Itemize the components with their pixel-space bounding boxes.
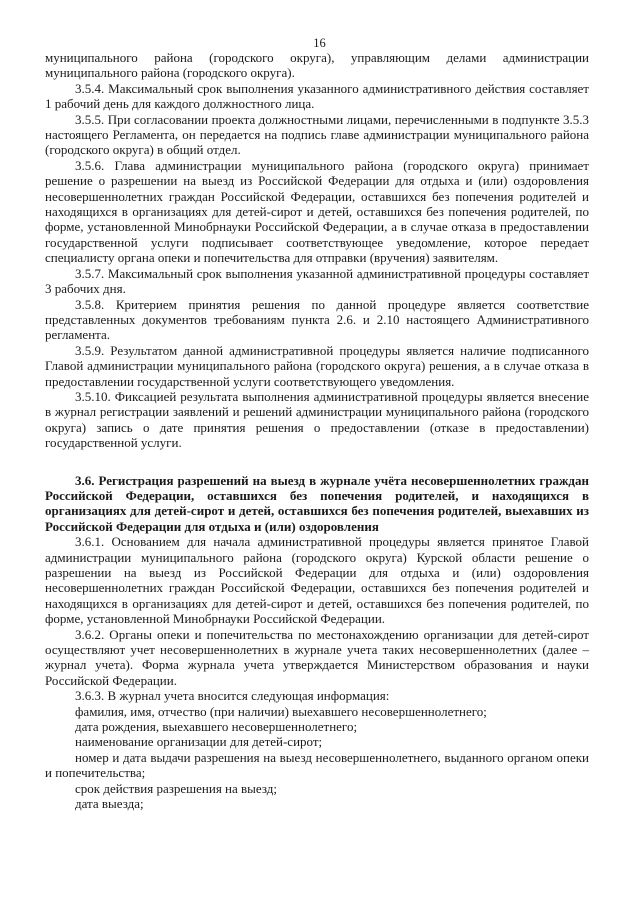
document-body (45, 50, 589, 812)
page-number: 16 (313, 36, 326, 50)
paragraph-3-6-1: 3.6.1. Основанием для начала административной процедуры является принятое Главой администрации муниципального района (городского округа) Курской области решение о разрешении на выезд из Российской Федерации для отдыха и (или) оздоровления несовершеннолетних граждан Российской Федерации, оставшихся без попечения родителей и находящихся в организациях для детей-сирот и детей, оставшихся без попечения родителей, по форме, установленной Минобрнауки Российской Федерации. (45, 534, 589, 627)
paragraph: муниципального района (городского округа), управляющим делами администрации муниципального района (городского округа). (45, 50, 589, 81)
section-heading-3-6: 3.6. Регистрация разрешений на выезд в журнале учёта несовершеннолетних граждан Российской Федерации, оставшихся без попечения родителей, и находящихся в организациях для детей-сирот и детей, оставшихся без попечения родителей, выехавших из Российской Федерации для отдыха и (или) оздоровления (45, 472, 589, 534)
list-item: номер и дата выдачи разрешения на выезд несовершеннолетнего, выданного органом опеки и попечительства; (45, 749, 589, 781)
paragraph-3-5-9: 3.5.9. Результатом данной административной процедуры является наличие подписанного Главой администрации муниципального района (городского округа) решения, а в случае отказа в предоставлении государственной услуги соответствующего уведомления. (45, 342, 589, 389)
list-item: срок действия разрешения на выезд; (75, 780, 277, 796)
paragraph-3-5-4: 3.5.4. Максимальный срок выполнения указанного административного действия составляет 1 рабочий день для каждого должностного лица. (45, 80, 589, 112)
list-item: наименование организации для детей-сирот; (75, 734, 323, 750)
paragraph-3-6-2: 3.6.2. Органы опеки и попечительства по местонахождению организации для детей-сирот осуществляют учет несовершеннолетних в журнале учета таких несовершеннолетних (далее – журнал учета). Форма журнала учета утверждается Министерством образования и науки Российской Федерации. (45, 626, 589, 688)
list-item: фамилия, имя, отчество (при наличии) выехавшего несовершеннолетнего; (75, 703, 487, 719)
paragraph-3-5-6: 3.5.6. Глава администрации муниципального района (городского округа) принимает решение о разрешении на выезд из Российской Федерации для отдыха и (или) оздоровления несовершеннолетних граждан Российской Федерации, оставшихся без попечения родителей и находящихся в организациях для детей-сирот и детей, оставшихся без попечения родителей, по форме, установленной Минобрнауки Российской Федерации, а в случае отказа в предоставлении государственной услуги подписывает соответствующее уведомление, которое передает специалисту органа опеки и попечительства для отправки (вручения) заявителям. (45, 157, 589, 266)
paragraph-3-5-5: 3.5.5. При согласовании проекта должностными лицами, перечисленными в подпункте 3.5.3 настоящего Регламента, он передается на подпись главе администрации муниципального района (городского округа) в общий отдел. (45, 111, 589, 158)
paragraph-3-5-7: 3.5.7. Максимальный срок выполнения указанной административной процедуры составляет 3 рабочих дня. (45, 265, 589, 297)
paragraph-3-5-10: 3.5.10. Фиксацией результата выполнения административной процедуры является внесение в журнал регистрации заявлений и решений администрации муниципального района (городского округа) запись о дате принятия решения о предоставлении (отказе в предоставлении) государственной услуги. (45, 388, 589, 451)
list-item: дата выезда; (75, 796, 144, 812)
paragraph-3-5-8: 3.5.8. Критерием принятия решения по данной процедуре является соответствие представленных документов требованиям пункта 2.6. и 2.10 настоящего Административного регламента. (45, 296, 589, 343)
list-item: дата рождения, выехавшего несовершеннолетнего; (75, 719, 358, 735)
paragraph-3-6-3: 3.6.3. В журнал учета вносится следующая информация: (75, 688, 390, 704)
